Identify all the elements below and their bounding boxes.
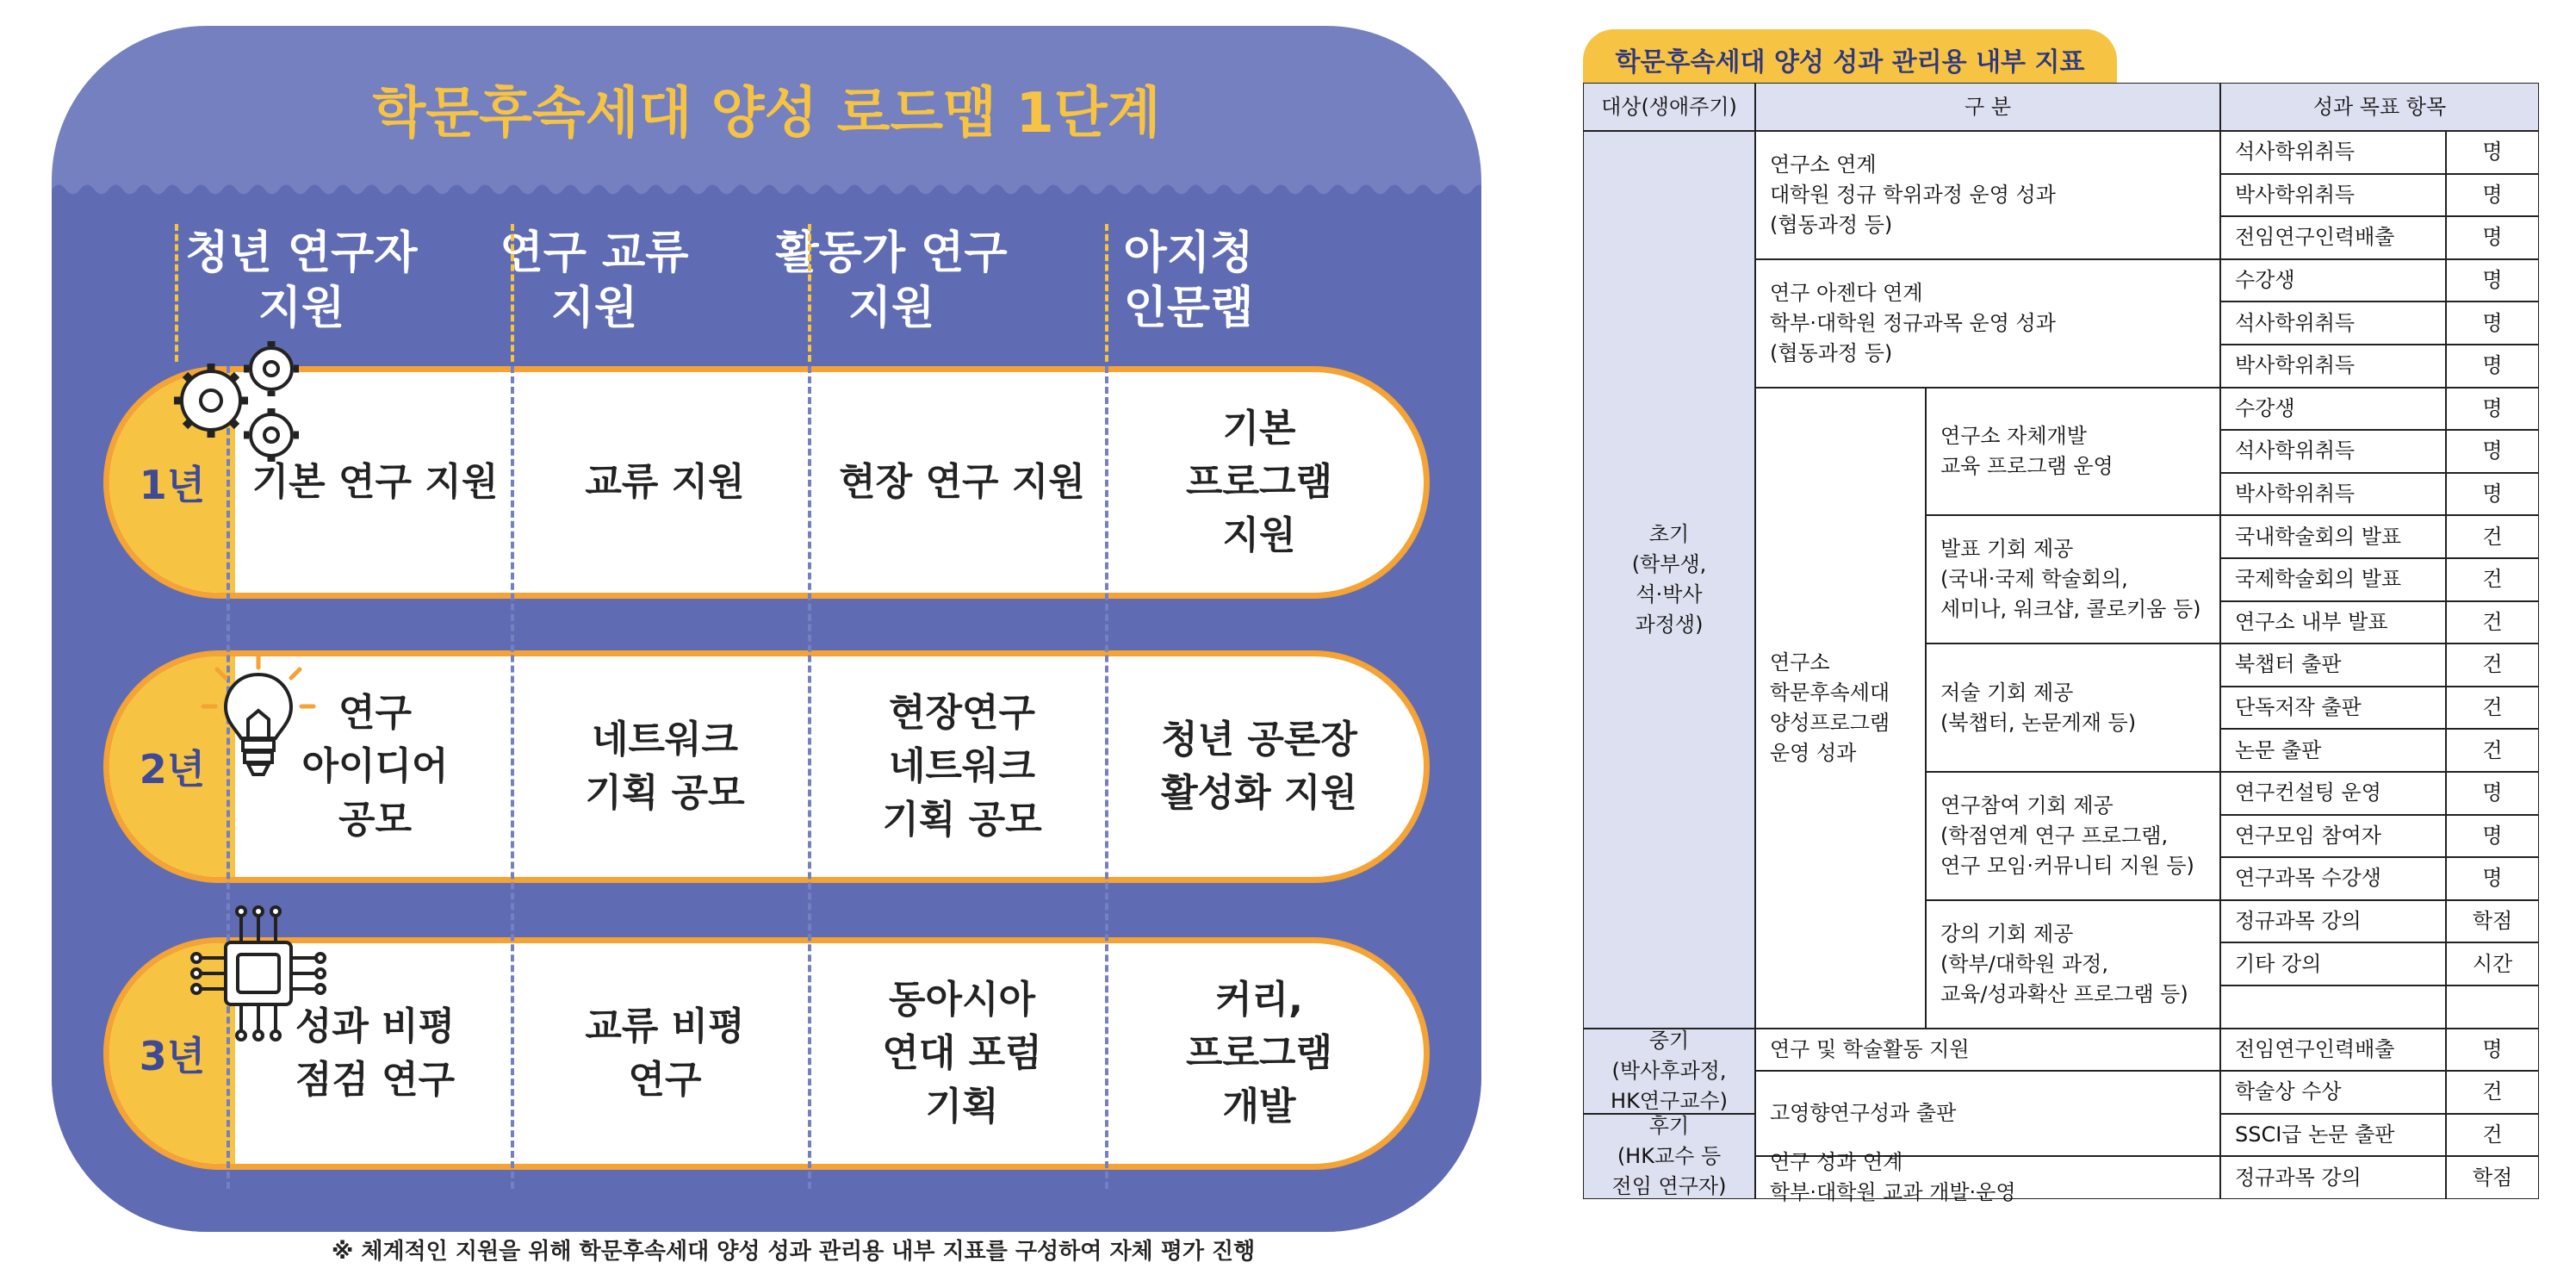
subcategory-cell: 강의 기회 제공 (학부/대학원 과정, 교육/성과확산 프로그램 등)	[1926, 900, 2220, 1029]
goal-item-unit: 건	[2446, 601, 2539, 644]
goal-item-unit: 건	[2446, 558, 2539, 601]
category-cell: 연구소 학문후속세대 양성프로그램 운영 성과	[1755, 388, 1926, 1029]
goal-item-unit: 명	[2446, 302, 2539, 345]
header-category: 구 분	[1755, 83, 2220, 131]
goal-item-name: 단독저작 출판	[2220, 687, 2446, 730]
divider-line	[808, 224, 811, 362]
goal-item-unit: 명	[2446, 259, 2539, 302]
cell-idea-contest: 연구 아이디어 공모	[301, 691, 449, 842]
column-header-ajicheong-lab: 아지청 인문랩	[1123, 227, 1254, 334]
cell-east-asia-forum: 동아시아 연대 포럼 기획	[882, 978, 1042, 1128]
goal-item-name: 연구과목 수강생	[2220, 857, 2446, 900]
goal-item-name: 연구컨설팅 운영	[2220, 772, 2446, 815]
goal-item-name: 석사학위취득	[2220, 302, 2446, 345]
cell-exchange-support: 교류 지원	[585, 460, 745, 504]
category-cell: 연구 아젠다 연계 학부·대학원 정규과목 운영 성과 (협동과정 등)	[1755, 259, 2220, 388]
goal-item-unit: 학점	[2446, 900, 2539, 943]
subcategory-cell: 연구소 자체개발 교육 프로그램 운영	[1926, 388, 2220, 516]
cell-basic-program: 기본 프로그램 지원	[1185, 407, 1332, 557]
category-cell: 연구 및 학술활동 지원	[1755, 1029, 2220, 1072]
table-title-tab: 학문후속세대 양성 성과 관리용 내부 지표	[1583, 29, 2117, 90]
goal-item-unit: 명	[2446, 857, 2539, 900]
goal-item-unit: 학점	[2446, 1156, 2539, 1199]
goal-item-name: 국내학술회의 발표	[2220, 515, 2446, 558]
cell-basic-research: 기본 연구 지원	[251, 460, 499, 504]
goal-item-name: 정규과목 강의	[2220, 1156, 2446, 1199]
cell-public-sphere: 청년 공론장 활성화 지원	[1161, 718, 1357, 815]
category-cell: 연구 성과 연계 학부·대학원 교과 개발·운영	[1755, 1156, 2220, 1199]
goal-item-unit: 명	[2446, 473, 2539, 516]
goal-item-unit: 명	[2446, 345, 2539, 388]
cell-curriculum-dev: 커리, 프로그램 개발	[1185, 978, 1332, 1128]
divider-line	[808, 366, 811, 1189]
divider-line	[511, 224, 514, 362]
header-goal: 성과 목표 항목	[2220, 83, 2539, 131]
column-header-research-exchange: 연구 교류 지원	[500, 227, 689, 334]
divider-line	[511, 366, 514, 1189]
roadmap-title: 학문후속세대 양성 로드맵 1단계	[372, 82, 1161, 146]
goal-item-unit: 건	[2446, 1071, 2539, 1114]
stage-early: 초기 (학부생, 석·박사 과정생)	[1583, 131, 1755, 1029]
column-header-activist-research: 활동가 연구 지원	[775, 227, 1008, 334]
header-target: 대상(생애주기)	[1583, 83, 1755, 131]
footnote: ※ 체계적인 지원을 위해 학문후속세대 양성 성과 관리용 내부 지표를 구성하여 자체 평가 진행	[332, 1239, 1256, 1265]
column-header-youth-researcher: 청년 연구자 지원	[185, 227, 418, 334]
cell-field-network-contest: 현장연구 네트워크 기획 공모	[882, 691, 1042, 842]
cell-network-contest: 네트워크 기획 공모	[585, 718, 745, 815]
goal-item-unit: 건	[2446, 644, 2539, 687]
divider-line	[1105, 366, 1108, 1189]
goal-item-name	[2220, 985, 2446, 1029]
goal-item-name: 박사학위취득	[2220, 174, 2446, 217]
goal-item-name: 전임연구인력배출	[2220, 1029, 2446, 1072]
goal-item-name: 정규과목 강의	[2220, 900, 2446, 943]
goal-item-unit: 명	[2446, 815, 2539, 858]
goal-item-name: 국제학술회의 발표	[2220, 558, 2446, 601]
goal-item-name: 박사학위취득	[2220, 473, 2446, 516]
year-label: 1년	[139, 462, 206, 508]
stage-late: 후기 (HK교수 등 전임 연구자)	[1583, 1114, 1755, 1199]
category-cell: 연구소 연계 대학원 정규 학위과정 운영 성과 (협동과정 등)	[1755, 131, 2220, 259]
goal-item-name: 전임연구인력배출	[2220, 216, 2446, 259]
goal-item-name: 학술상 수상	[2220, 1071, 2446, 1114]
goal-item-name: 수강생	[2220, 388, 2446, 431]
goal-item-unit: 건	[2446, 1114, 2539, 1157]
goal-item-unit: 명	[2446, 131, 2539, 174]
divider-line	[1105, 224, 1108, 362]
goal-item-name: 석사학위취득	[2220, 131, 2446, 174]
goal-item-unit: 시간	[2446, 942, 2539, 985]
goal-item-name: 수강생	[2220, 259, 2446, 302]
goal-item-unit	[2446, 985, 2539, 1029]
goal-item-unit: 명	[2446, 216, 2539, 259]
cell-exchange-review: 교류 비평 연구	[585, 1004, 745, 1102]
subcategory-cell: 저술 기회 제공 (북챕터, 논문게재 등)	[1926, 644, 2220, 772]
goal-item-name: 기타 강의	[2220, 942, 2446, 985]
year-label: 3년	[139, 1033, 206, 1079]
goal-item-unit: 건	[2446, 687, 2539, 730]
stage-middle: 중기 (박사후과정, HK연구교수)	[1583, 1029, 1755, 1114]
goal-item-unit: 명	[2446, 430, 2539, 473]
gears-icon	[164, 336, 310, 465]
goal-item-unit: 건	[2446, 515, 2539, 558]
roadmap-background	[52, 26, 1481, 1232]
subcategory-cell: 발표 기회 제공 (국내·국제 학술회의, 세미나, 워크샵, 콜로키움 등)	[1926, 515, 2220, 644]
goal-item-name: 연구모임 참여자	[2220, 815, 2446, 858]
goal-item-name: 연구소 내부 발표	[2220, 601, 2446, 644]
indicator-table-block	[1583, 29, 2539, 1244]
chip-icon	[189, 905, 327, 1042]
goal-item-unit: 명	[2446, 388, 2539, 431]
goal-item-name: 논문 출판	[2220, 729, 2446, 772]
lightbulb-icon	[198, 650, 319, 788]
goal-item-unit: 명	[2446, 1029, 2539, 1072]
goal-item-unit: 건	[2446, 729, 2539, 772]
goal-item-unit: 명	[2446, 772, 2539, 815]
cell-field-research: 현장 연구 지원	[839, 460, 1085, 504]
subcategory-cell: 연구참여 기회 제공 (학점연계 연구 프로그램, 연구 모임·커뮤니티 지원 등)	[1926, 772, 2220, 900]
goal-item-unit: 명	[2446, 174, 2539, 217]
goal-item-name: SSCI급 논문 출판	[2220, 1114, 2446, 1157]
goal-item-name: 북챕터 출판	[2220, 644, 2446, 687]
category-cell: 고영향연구성과 출판	[1755, 1071, 2220, 1156]
year-label: 2년	[139, 746, 206, 793]
goal-item-name: 박사학위취득	[2220, 345, 2446, 388]
goal-item-name: 석사학위취득	[2220, 430, 2446, 473]
cell-outcome-review: 성과 비평 점검 연구	[295, 1004, 456, 1102]
roadmap-panel	[52, 26, 1481, 1232]
